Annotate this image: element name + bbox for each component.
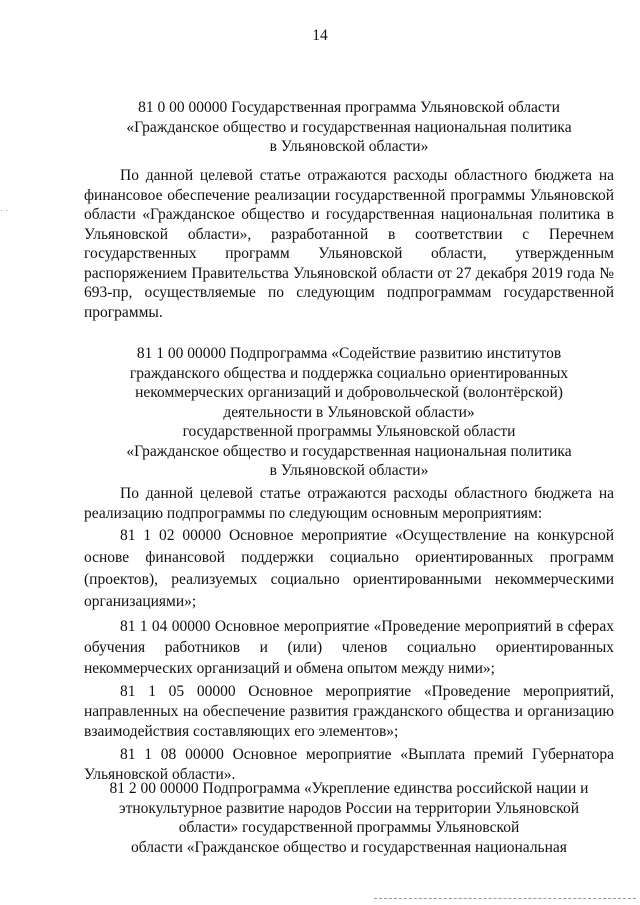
paragraph-text: По данной целевой статье отражаются расходы областного бюджета на финансовое обеспечение реализации государственной программы Ульяновской области «Гражданское общество и государственная национальная политика в Ульяновской области», разработанной в соответствии с Перечнем государственных программ Ульяновской области, утвержденным распоряжением Правительства Ульяновской области от 27 декабря 2019 года № 693-пр, осуществляемые по следующим подпрограммам государственной программы. <box>84 167 614 321</box>
heading-line: 81 2 00 00000 Подпрограмма «Укрепление единства российской нации и <box>109 780 589 797</box>
heading-line: «Гражданское общество и государственная национальная политика <box>126 442 572 460</box>
heading-line: в Ульяновской области» <box>269 138 429 155</box>
list-item: 81 1 04 00000 Основное мероприятие «Проведение мероприятий в сферах обучения работников и (или) членов социально ориентированных некоммерческих организаций и обмена опытом между ними»; <box>84 618 614 677</box>
section1-heading <box>84 98 614 157</box>
list-item: 81 1 02 00000 Основное мероприятие «Осуществление на конкурсной основе финансовой поддержки социально ориентированных программ (проектов), реализуемых социально ориентированными некоммерческими организациями»; <box>84 527 614 610</box>
margin-dots: · · <box>0 205 9 215</box>
section1-paragraph <box>84 166 614 322</box>
list-item: 81 1 05 00000 Основное мероприятие «Проведение мероприятий, направленных на обеспечение развития гражданского общества и организацию взаимодействия составляющих его элементов»; <box>84 683 614 740</box>
heading-line: 81 0 00 00000 Государственная программа Ульяновской области <box>138 99 560 116</box>
page-edge-line <box>374 898 636 900</box>
heading-line: государственной программы Ульяновской области <box>182 423 516 440</box>
heading-line: этнокультурное развитие народов России на территории Ульяновской <box>118 799 580 817</box>
page-number: 14 <box>312 27 328 44</box>
heading-line: области «Гражданское общество и государственная национальная <box>131 838 567 856</box>
section3-heading <box>84 779 614 857</box>
heading-line: 81 1 00 00000 Подпрограмма «Содействие развитию институтов <box>136 345 562 362</box>
section2-heading <box>84 344 614 481</box>
section2-body <box>84 484 614 788</box>
heading-line: гражданского общества и поддержка социально ориентированных <box>129 364 569 382</box>
heading-line: «Гражданское общество и государственная национальная политика <box>126 118 572 136</box>
heading-line: в Ульяновской области» <box>269 462 429 479</box>
heading-line: области» государственной программы Ульяновской <box>178 819 520 836</box>
list-item: 81 1 08 00000 Основное мероприятие «Выплата премий Губернатора Ульяновской области». <box>84 746 614 783</box>
heading-line: деятельности в Ульяновской области» <box>223 403 475 421</box>
intro-paragraph: По данной целевой статье отражаются расходы областного бюджета на реализацию подпрограммы по следующим основным мероприятиям: <box>84 485 614 522</box>
heading-line: некоммерческих организаций и добровольческой (волонтёрской) <box>135 384 563 401</box>
